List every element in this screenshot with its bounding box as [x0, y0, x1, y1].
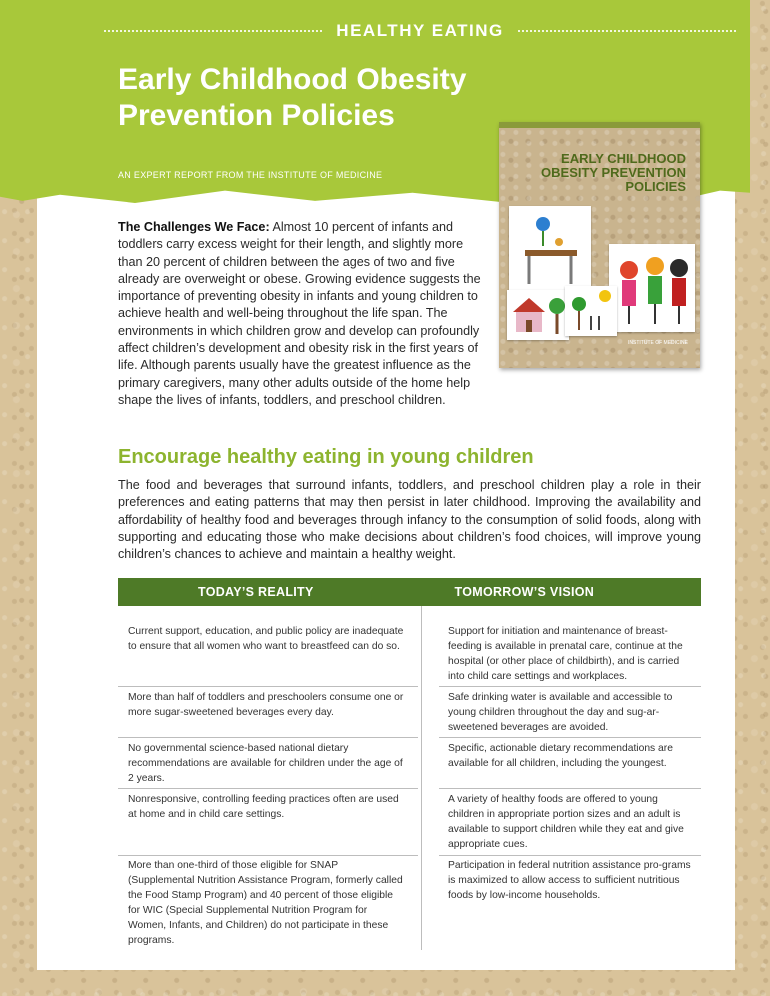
row-rule-left — [118, 855, 418, 856]
cover-title-line-2: OBESITY PREVENTION — [541, 165, 686, 180]
section-paragraph: The food and beverages that surround infants, toddlers, and preschool children play a role in their preferences and eating patterns that may then persist in later childhood. Improving the availability and affordability of healthy food and beverages through infancy to the consumption of solid foods, along with supporting and educating those who make decisions about children’s food choices, will improve young children’s chances to achieve and maintain a healthy weight. — [118, 478, 701, 562]
table-cell-vision: A variety of healthy foods are offered to young children in appropriate portion sizes and an adult is available to support children while they eat and give appropriate cues. — [448, 794, 684, 850]
dotted-rule-left — [104, 30, 322, 32]
cover-title — [499, 152, 700, 194]
table-header-vision: TOMORROW’S VISION — [454, 585, 595, 599]
row-rule-right — [439, 686, 701, 687]
page-title-line-2: Prevention Policies — [118, 99, 395, 132]
table-row-rule — [118, 737, 701, 738]
page-subtitle: AN EXPERT REPORT FROM THE INSTITUTE OF MEDICINE — [118, 170, 383, 180]
table-cell-vision: Specific, actionable dietary recommendations are available for all children, including the youngest. — [448, 743, 673, 769]
cover-publisher: INSTITUTE OF MEDICINE — [628, 340, 688, 346]
page-title-line-1: Early Childhood Obesity — [118, 63, 467, 96]
row-rule-left — [118, 788, 418, 789]
cover-title-line-1: EARLY CHILDHOOD — [561, 151, 686, 166]
intro-paragraph — [118, 219, 488, 409]
table-row — [118, 858, 701, 950]
section-label — [90, 18, 750, 44]
report-cover-image — [499, 122, 700, 368]
table-row-rule — [118, 788, 701, 789]
table-row-rule — [118, 855, 701, 856]
table-header — [118, 578, 701, 606]
table-row-rule — [118, 686, 701, 687]
table-row — [118, 690, 701, 736]
row-rule-right — [439, 855, 701, 856]
table-cell-reality: No governmental science-based national dietary recommendations are available for children under the age of 2 years. — [128, 743, 403, 784]
table-header-reality: TODAY’S REALITY — [198, 585, 314, 599]
child-drawing-sun-trees — [565, 286, 617, 336]
table-cell-reality: More than one-third of those eligible for SNAP (Supplemental Nutrition Assistance Program, formerly called the Food Stamp Program) and 40 percent of those eligible for WIC (Special Supplemental Nutrition Program for Women, Infants, and Children) do not participate in these programs. — [128, 860, 403, 946]
row-rule-left — [118, 686, 418, 687]
child-drawing-people — [609, 244, 695, 332]
table-cell-vision: Safe drinking water is available and accessible to young children throughout the day and sug-ar-sweetened beverages are avoided. — [448, 692, 673, 733]
dotted-rule-right — [518, 30, 736, 32]
table-row — [118, 792, 701, 854]
child-drawing-house — [507, 290, 569, 340]
row-rule-left — [118, 737, 418, 738]
section-label-text: HEALTHY EATING — [336, 21, 504, 40]
table-cell-vision: Support for initiation and maintenance of breast-feeding is available in prenatal care, continue at the hospital (or other place of childbirth), and is carried into child care settings and workplaces. — [448, 626, 683, 682]
table-cell-vision: Participation in federal nutrition assistance pro-grams is maximized to allow access to sufficient nutritious foods by low-income households. — [448, 860, 691, 901]
child-drawing-family-table — [509, 206, 591, 294]
page-title — [118, 62, 538, 134]
table-row — [118, 741, 701, 787]
section-heading: Encourage healthy eating in young children — [118, 446, 534, 468]
row-rule-right — [439, 788, 701, 789]
row-rule-right — [439, 737, 701, 738]
cover-title-line-3: POLICIES — [625, 179, 686, 194]
table-cell-reality: More than half of toddlers and preschoolers consume one or more sugar-sweetened beverages every day. — [128, 692, 404, 718]
intro-text: Almost 10 percent of infants and toddlers carry excess weight for their length, and slightly more than 20 percent of children between the ages of two and five already are overweight or obese. Growing evidence suggests the importance of preventing obesity in infants and young children to achieve health and well-being throughout the life span. The environments in which children grow and develop can profoundly affect children’s development and obesity risk in the first years of life. Although parents usually have the greatest influence as the primary caregivers, many other adults outside of the home help shape the lives of infants, toddlers, and preschool children. — [118, 220, 481, 407]
table-cell-reality: Current support, education, and public policy are inadequate to ensure that all women who want to breastfeed can do so. — [128, 626, 404, 652]
intro-lead-bold: The Challenges We Face: — [118, 220, 270, 234]
table-cell-reality: Nonresponsive, controlling feeding practices often are used at home and in child care settings. — [128, 794, 399, 820]
table-row — [118, 624, 701, 686]
